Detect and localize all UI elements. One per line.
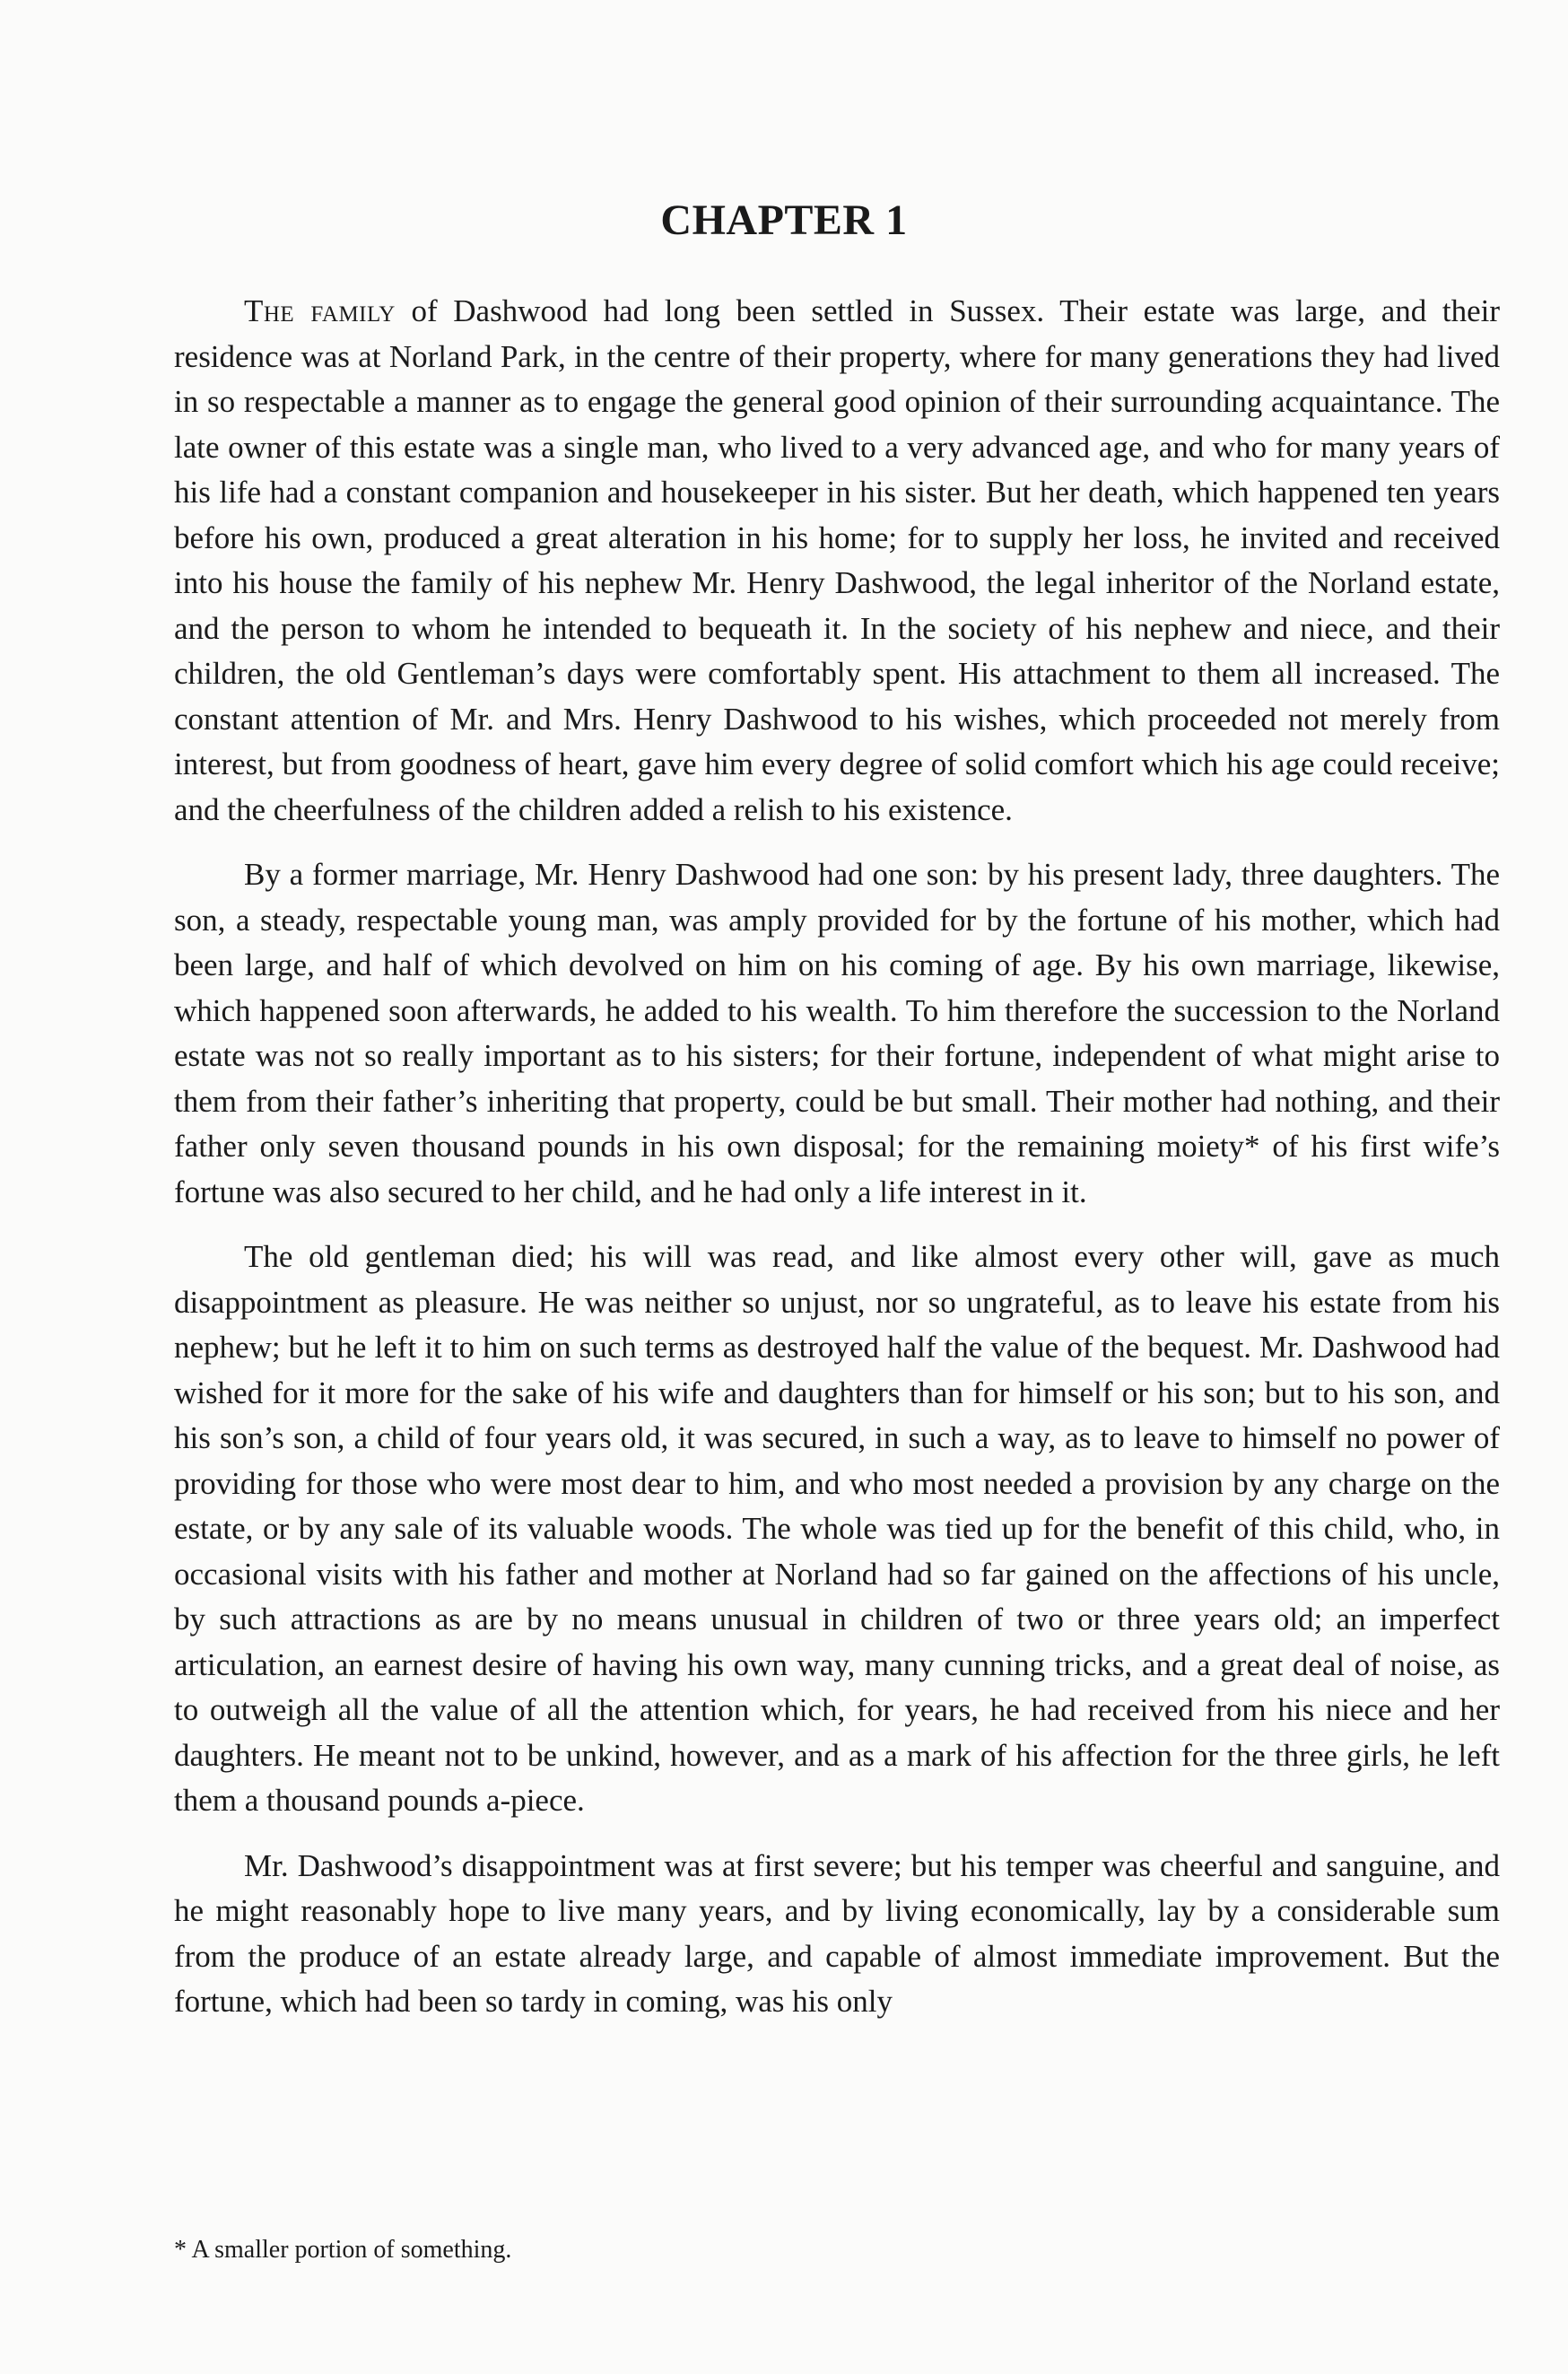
paragraph-text: of Dashwood had long been settled in Sussex. Their estate was large, and their residence was at Norland Park, in the centre of their property, where for many generations they had lived in so respectable a manner as to engage the general good opinion of their surrounding acquaintance. The late owner of this estate was a single man, who lived to a very advanced age, and who for many years of his life had a constant companion and housekeeper in his sister. But her death, which happened ten years before his own, produced a great alteration in his home; for to supply her loss, he invited and received into his house the family of his nephew Mr. Henry Dashwood, the legal inheritor of the Norland estate, and the person to whom he intended to bequeath it. In the society of his nephew and niece, and their children, the old Gentleman’s days were comfortably spent. His attachment to them all increased. The constant attention of Mr. and Mrs. Henry Dashwood to his wishes, which proceeded not merely from interest, but from goodness of heart, gave him every degree of solid comfort which his age could receive; and the cheerfulness of the children added a relish to his existence.: [174, 293, 1500, 827]
footnote: * A smaller portion of something.: [174, 2236, 512, 2264]
paragraph-4: Mr. Dashwood’s disappointment was at first severe; but his temper was cheerful and sanguine, and he might reasonably hope to live many years, and by living economically, lay by a considerable sum from the produce of an estate already large, and capable of almost immediate improvement. But the fortune, which had been so tardy in coming, was his only: [174, 1847, 1500, 2019]
paragraph-1: [174, 289, 1500, 833]
chapter-title: CHAPTER 1: [660, 196, 908, 244]
chapter-body: [174, 289, 1500, 2045]
paragraph-2: By a former marriage, Mr. Henry Dashwood had one son: by his present lady, three daughters. The son, a steady, respectable young man, was amply provided for by the fortune of his mother, which had been large, and half of which devolved on him on his coming of age. By his own marriage, likewise, which happened soon afterwards, he added to his wealth. To him therefore the succession to the Norland estate was not so really important as to his sisters; for their fortune, independent of what might arise to them from their father’s inheriting that property, could be but small. Their mother had nothing, and their father only seven thousand pounds in his own disposal; for the remaining moiety* of his first wife’s fortune was also secured to her child, and he had only a life interest in it.: [174, 857, 1500, 1209]
paragraph-3: The old gentleman died; his will was read, and like almost every other will, gave as much disappointment as pleasure. He was neither so unjust, nor so ungrateful, as to leave his estate from his nephew; but he left it to him on such terms as destroyed half the value of the bequest. Mr. Dashwood had wished for it more for the sake of his wife and daughters than for himself or his son; but to his son, and his son’s son, a child of four years old, it was secured, in such a way, as to leave to himself no power of providing for those who were most dear to him, and who most needed a provision by any charge on the estate, or by any sale of its valuable woods. The whole was tied up for the benefit of this child, who, in occasional visits with his father and mother at Norland had so far gained on the affections of his uncle, by such attractions as are by no means unusual in children of two or three years old; an imperfect articulation, an earnest desire of having his own way, many cunning tricks, and a great deal of noise, as to outweigh all the value of all the attention which, for years, he had received from his niece and her daughters. He meant not to be unkind, however, and as a mark of his affection for the three girls, he left them a thousand pounds a-piece.: [174, 1239, 1500, 1818]
paragraph-lead: The family: [244, 293, 396, 328]
